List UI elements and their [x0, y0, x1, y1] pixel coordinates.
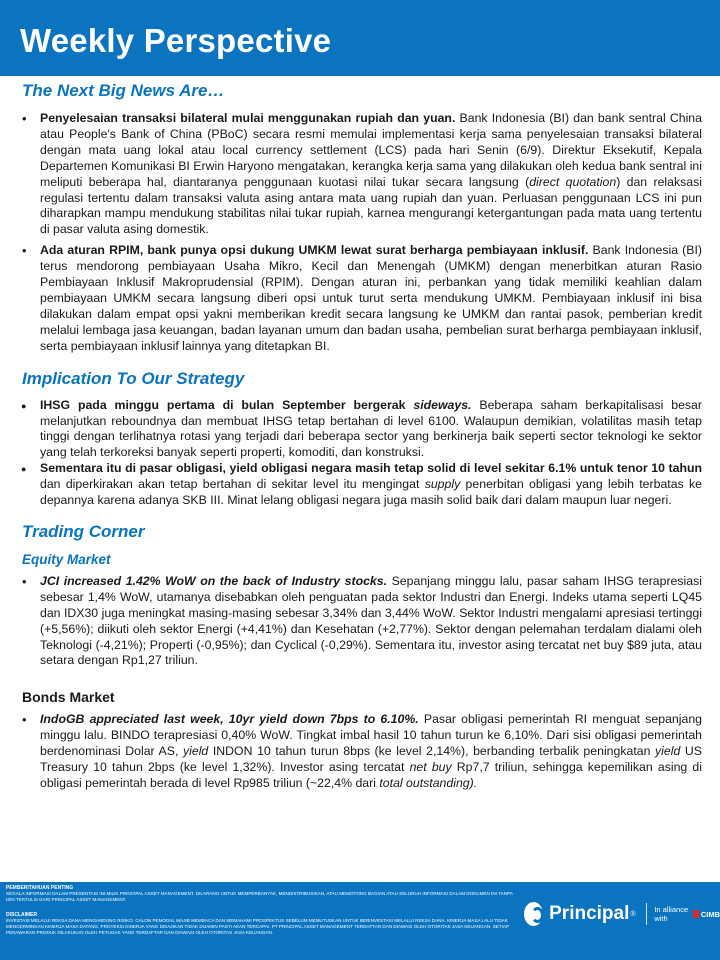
bonds-italic: total outstanding).	[379, 776, 478, 790]
bonds-text: Pasar obligasi pemerintah RI menguat sepanjang minggu lalu. BINDO terapresiasi 0,40% WoW. Tingkat imbal hasil 10 tahun turun ke 6,10%. Dari sisi obligasi pemerintah berdenominasi Dolar AS,	[40, 712, 703, 759]
cimb-text: CIMB	[700, 909, 720, 919]
logo-divider	[646, 903, 647, 925]
subsection-title-bonds: Bonds Market	[22, 689, 115, 706]
bonds-list	[0, 712, 720, 792]
news-text: Bank Indonesia (BI) dan bank sentral China atau People's Bank of China (PBoC) secara resmi memulai implementasi kerja sama penyelesaian transaksi bilateral dengan mata uang lokal atau local currency settlement (LCS) pada hari Senin (6/9). Direktur Eksekutif, Kepala Departemen Komunikasi BI Erwin Haryono mengatakan, kerangka kerja sama yang dilakukan oleh kedua bank sentral ini meliputi beberapa hal, diantaranya penggunaan kuotasi nilai tukar secara langsung (	[40, 111, 702, 189]
equity-list	[0, 574, 720, 669]
bonds-italic: net buy	[409, 760, 452, 775]
news-text: Bank Indonesia (BI) terus mendorong pembiayaan Usaha Mikro, Kecil dan Menengah (UMKM) dengan menerbitkan aturan Rasio Pembiayaan Inklusif Makroprudensial (RPIM). Dengan aturan ini, perbankan yang tidak memiliki keahlian dalam pembiayaan UMKM secara langsung diberi opsi untuk turut serta mendukung UMKM. Pembiayaan inklusif ini bisa dilakukan dalam empat opsi yakni memberikan kredit secara langsung ke UMKM dan rantai pasok, pemberian kredit melalui lembaga jasa keuangan, badan layanan umum dan badan usaha, pembelian surat berharga pembiayaan inklusif, serta pembiayaan inklusif lainnya yang ditetapkan BI.	[40, 243, 702, 353]
list-item	[40, 574, 702, 669]
bonds-headline: IndoGB appreciated last week, 10yr yield down 7bps to 6.10%.	[40, 712, 419, 727]
section-title-trading-corner: Trading Corner	[22, 521, 145, 541]
page-title: Weekly Perspective	[20, 22, 332, 59]
report-body	[0, 78, 720, 792]
strategy-headline: Sementara itu di pasar obligasi, yield obligasi negara masih tetap solid di level sekitar 6.1% untuk tenor 10 tahun	[40, 461, 702, 476]
principal-logo-icon	[524, 902, 543, 926]
strategy-list	[0, 398, 720, 509]
list-item	[40, 712, 702, 792]
cimb-icon	[693, 910, 699, 918]
notice-text: SEGALA INFORMASI DALAM PRESENTASI INI MILIK PRINCIPAL ASSET MANAGEMENT. DILARANG UNTUK MEMPERBANYAK, MENDISTRIBUSIKAN, ATAU MEMOTONG BAGIAN ATAU SELURUH INFORMASI DALAM DOKUMEN INI TANPA IZIN TERTULIS DARI PRINCIPAL ASSET MANAGEMENT.	[6, 891, 513, 903]
footer-bar	[0, 882, 720, 960]
bonds-text: Rp7,7 triliun, sehingga kepemilikan asing di obligasi pemerintah berada di level Rp985 triliun (~22,4% dari	[40, 760, 702, 790]
equity-text: Sepanjang minggu lalu, pasar saham IHSG terapresiasi sebesar 1,4% WoW, utamanya disebabkan oleh penguatan pada sektor Industri dan Energi. Indeks utama seperti LQ45 dan IDX30 juga meningkat masing-masing sebesar 3,34% dan 3,44% WoW. Sektor Industri mengalami apresiasi tertinggi (+5,56%); diikuti oleh sektor Energi (+4,41%) dan Kesehatan (+2,77%). Sektor dengan pelemahan terdalam dialami oleh Teknologi (-4,21%); Properti (-0,95%); dan Cyclical (-0,29%). Sementara itu, investor asing tercatat net buy $89 juta, atau setara dengan Rp1,27 triliun.	[40, 573, 702, 668]
principal-logo	[524, 902, 720, 926]
notice-title: PEMBERITAHUAN PENTING	[6, 885, 74, 891]
disclaimer-block	[6, 912, 514, 936]
list-item	[40, 243, 702, 354]
principal-logo-text: Principal	[549, 903, 630, 924]
news-text: ) dan relaksasi regulasi tertentu dalam transaksi valuta asing antara mata uang rupiah dan yuan. Perluasan penggunaan LCS ini pun diharapkan mampu mendukung stabilitas nilai tukar rupiah, karnea mengurangi ketergantungan pada mata uang tertentu di pasar valuta asing domestik.	[40, 174, 702, 237]
news-list	[0, 111, 720, 355]
subsection-title-equity: Equity Market	[22, 551, 111, 567]
strategy-text: penerbitan obligasi yang lebih terbatas ke depannya karena adanya SKB III. Minat lelang obligasi negara juga masih solid baik dari dalam maupun luar negeri.	[40, 477, 702, 508]
section-title-implication: Implication To Our Strategy	[22, 368, 245, 388]
news-headline: Ada aturan RPIM, bank punya opsi dukung UMKM lewat surat berharga pembiayaan inklusif.	[40, 243, 589, 258]
strategy-italic: supply	[424, 477, 461, 492]
alliance-text: In alliance with	[654, 905, 689, 923]
strategy-headline: IHSG pada minggu pertama di bulan September bergerak	[40, 397, 414, 412]
registered-mark: ®	[630, 910, 636, 918]
disclaimer-text: INVESTASI MELALUI REKSA DANA MENGANDUNG RISIKO. CALON PEMODAL WAJIB MEMBACA DAN MEMAHAMI PROSPEKTUS SEBELUM MEMUTUSKAN UNTUK BERINVESTASI MELALUI REKSA DANA. KINERJA MASA LALU TIDAK MENCERMINKAN KINERJA MASA DATANG. PROYEKSI KINERJA YANG DISAJIKAN TIDAK DIJAMIN PASTI AKAN TERCAPAI. PT PRINCIPAL ASSET MANAGEMENT TERDAFTAR DAN DIAWASI OLEH OTORITAS JASA KEUANGAN. SETIAP PENAWARAN PRODUK DILAKUKAN OLEH PETUGAS YANG TERDAFTAR DAN DIAWASI OLEH OTORITAS JASA KEUANGAN.	[6, 918, 509, 936]
bonds-text: INDON 10 tahun turun 8bps (ke level 2,14%), berbanding terbalik peningkatan	[208, 744, 656, 759]
notice-block	[6, 885, 514, 903]
strategy-text: dan diperkirakan akan tetap bertahan di sekitar level itu mengingat	[40, 477, 425, 492]
disclaimer-title: DISCLAIMER	[6, 912, 38, 918]
strategy-text: Beberapa saham berkapitalisasi besar melanjutkan reboundnya dan membuat IHSG tetap bertahan di level 6100. Walaupun demikian, volatilitas masih tetap tinggi dengan terlihatnya rotasi yang terjadi dari beberapa sector yang berkinerja baik seperti sector teknologi ke sektor yang telah terkoreksi banyak seperti properti, komoditi, dan konstruksi.	[40, 397, 702, 460]
bonds-italic: yield	[182, 744, 209, 759]
strategy-headline-italic: sideways.	[413, 397, 472, 412]
alliance-badge	[654, 905, 720, 923]
list-item	[40, 398, 702, 462]
list-item	[40, 461, 702, 509]
bonds-italic: yield	[655, 744, 681, 759]
header-bar	[0, 0, 720, 76]
news-italic: direct quotation	[529, 174, 617, 189]
news-headline: Penyelesaian transaksi bilateral mulai menggunakan rupiah dan yuan.	[40, 111, 456, 125]
section-title-next-big-news: The Next Big News Are…	[22, 81, 225, 100]
list-item	[40, 111, 702, 238]
equity-headline: JCI increased 1.42% WoW on the back of Industry stocks.	[40, 573, 388, 588]
bonds-text: US Treasury 10 tahun 2bps (ke level 1,32%). Investor asing tercatat	[40, 744, 702, 775]
